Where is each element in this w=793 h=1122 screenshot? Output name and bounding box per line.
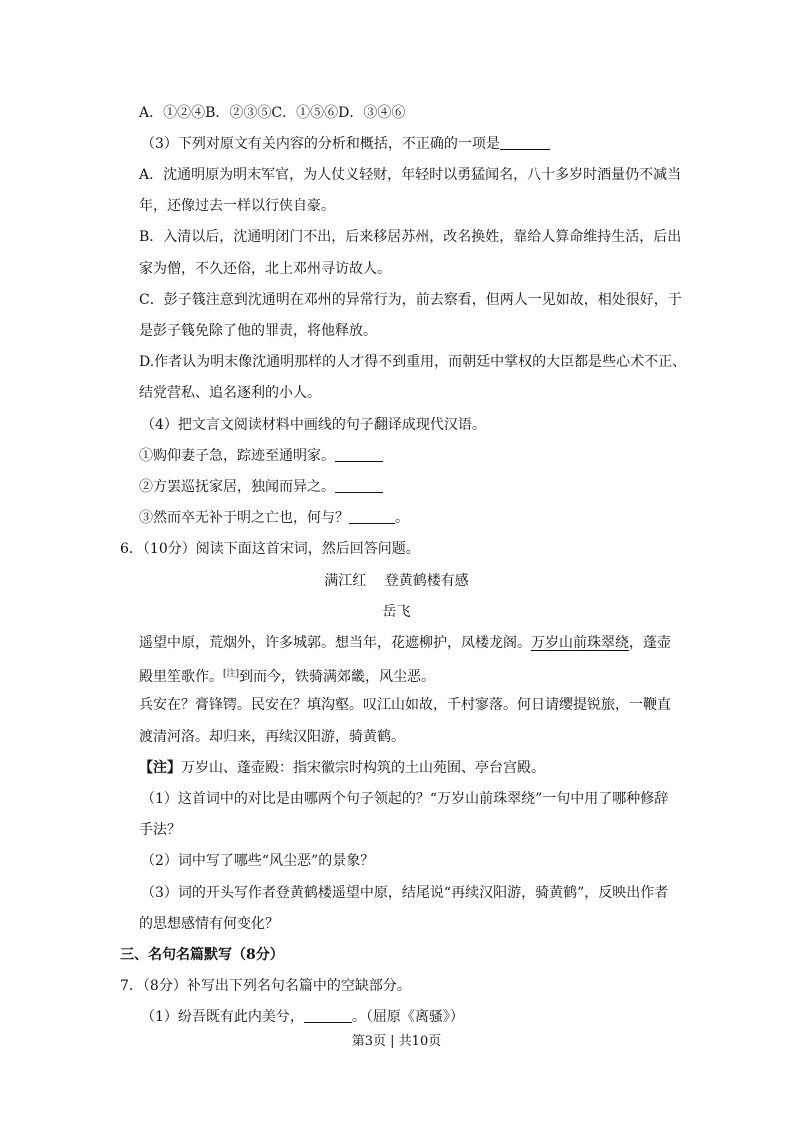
poem-line-1-text-b: ，蓬壶 bbox=[629, 635, 671, 651]
q6-subquestion-3-line1: （3）词的开头写作者登黄鹤楼遥望中原，结尾说“再续汉阳游，骑黄鹤”，反映出作者 bbox=[141, 885, 669, 901]
q7-item-1-text-b: 。（屈原《离骚》） bbox=[351, 1009, 464, 1025]
underlined-sentence: 万岁山前珠翠绕 bbox=[531, 635, 629, 651]
poem-line-4: 渡清河洛。却归来，再续汉阳游，骑黄鹤。 bbox=[139, 729, 405, 745]
q5-part3-option-d-line2: 结党营私、追名逐利的小人。 bbox=[139, 385, 321, 401]
q5-part3-option-a-line1: A．沈通明原为明末军官，为人仗义轻财，年轻时以勇猛闻名，八十多岁时酒量仍不减当 bbox=[139, 167, 682, 183]
answer-blank bbox=[349, 509, 395, 524]
q5-part3-option-d-line1: D.作者认为明末像沈通明那样的人才得不到重用，而朝廷中掌权的大臣都是些心术不正、 bbox=[139, 354, 687, 370]
answer-blank bbox=[335, 447, 383, 462]
q5-part3-stem-text: （3）下列对原文有关内容的分析和概括，不正确的一项是 bbox=[141, 136, 500, 152]
poem-line-1 bbox=[139, 633, 671, 653]
answer-blank bbox=[304, 1008, 352, 1023]
section-3-heading: 三、名句名篇默写（8分） bbox=[120, 947, 284, 963]
q5-part4-sentence3 bbox=[139, 508, 409, 528]
poem-title: 满江红 登黄鹤楼有感 bbox=[324, 573, 469, 589]
poem-note bbox=[139, 758, 545, 778]
q5-part3-option-a-line2: 年，还像过去一样以行侠自豪。 bbox=[139, 198, 335, 214]
q6-subquestion-3-line2: 的思想感情有何变化？ bbox=[139, 916, 279, 932]
q5-part4-sentence2 bbox=[139, 477, 383, 497]
q5-part3-option-c-line1: C．彭子篯注意到沈通明在邓州的异常行为，前去察看，但两人一见如故，相处很好，于 bbox=[139, 292, 682, 308]
q5-part4-sentence1-text: ①购仰妻子急，踪迹至通明家。 bbox=[139, 448, 335, 464]
q7-heading: 7．（8分）补写出下列名句名篇中的空缺部分。 bbox=[120, 978, 411, 994]
q6-subquestion-1-line1: （1）这首词中的对比是由哪两个句子领起的？“万岁山前珠翠绕”一句中用了哪种修辞 bbox=[141, 791, 669, 807]
poem-line-1-text-a: 遥望中原，荒烟外，许多城郭。想当年，花遮柳护，凤楼龙阁。 bbox=[139, 635, 531, 651]
poem-line-3: 兵安在？膏锋锷。民安在？填沟壑。叹江山如故，千村寥落。何日请缨提锐旅，一鞭直 bbox=[139, 697, 671, 713]
note-marker: [注] bbox=[223, 669, 240, 679]
poem-line-2 bbox=[139, 664, 435, 687]
poem-note-text: 万岁山、蓬壶殿：指宋徽宗时构筑的土山苑囿、亭台宫殿。 bbox=[181, 760, 545, 776]
q5-part2-options: A．①②④B．②③⑤C．①⑤⑥D．③④⑥ bbox=[139, 105, 406, 121]
q6-subquestion-1-line2: 手法？ bbox=[139, 822, 181, 838]
q5-part4-stem: （4）把文言文阅读材料中画线的句子翻译成现代汉语。 bbox=[141, 417, 486, 433]
poem-author: 岳飞 bbox=[382, 604, 411, 620]
poem-line-2-text-a: 殿里笙歌作。 bbox=[139, 669, 223, 685]
answer-blank bbox=[335, 478, 383, 493]
poem-note-label: 【注】 bbox=[139, 760, 181, 776]
page-footer: 第3页 | 共10页 bbox=[351, 1034, 442, 1049]
q5-part3-stem bbox=[141, 134, 550, 154]
q5-part4-sentence3-end: 。 bbox=[395, 510, 409, 526]
q5-part4-sentence3-text: ③然而卒无补于明之亡也，何与？ bbox=[139, 510, 349, 526]
q6-subquestion-2: （2）词中写了哪些“风尘恶”的景象？ bbox=[141, 853, 375, 869]
q7-item-1 bbox=[141, 1007, 464, 1027]
q5-part3-option-c-line2: 是彭子篯免除了他的罪责，将他释放。 bbox=[139, 323, 377, 339]
q6-heading: 6．（10分）阅读下面这首宋词，然后回答问题。 bbox=[120, 541, 420, 557]
poem-line-2-text-b: 到而今，铁骑满郊畿，风尘恶。 bbox=[239, 669, 436, 685]
q5-part3-option-b-line1: B．入清以后，沈通明闭门不出，后来移居苏州，改名换姓，靠给人算命维持生活，后出 bbox=[139, 229, 682, 245]
answer-blank bbox=[500, 135, 550, 150]
q7-item-1-text-a: （1）纷吾既有此内美兮， bbox=[141, 1009, 304, 1025]
q5-part3-option-b-line2: 家为僧，不久还俗，北上邓州寻访故人。 bbox=[139, 261, 391, 277]
q5-part4-sentence2-text: ②方罢巡抚家居，独闻而异之。 bbox=[139, 479, 335, 495]
q5-part4-sentence1 bbox=[139, 446, 383, 466]
